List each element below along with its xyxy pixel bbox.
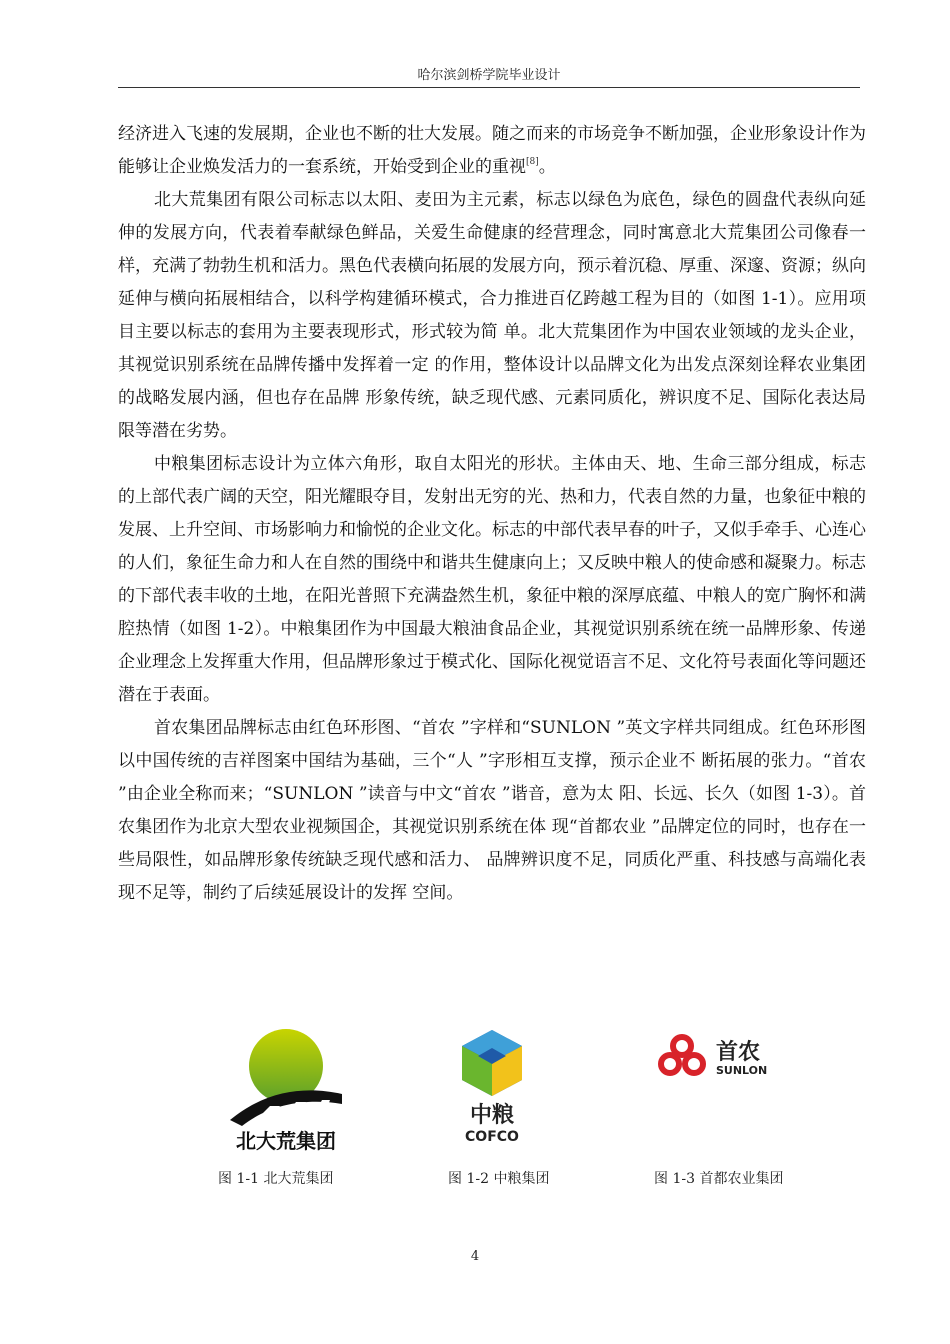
cofco-logo-icon <box>456 1028 528 1146</box>
body-text <box>118 118 866 910</box>
cofco-logo-text-cn: 中粮 <box>469 1103 515 1128</box>
paragraph-1-text: 经济进入飞速的发展期，企业也不断的壮大发展。随之而来的市场竞争不断加强，企业形象设计作为能够让企业焕发活力的一套系统，开始受到企业的重视 <box>118 124 866 177</box>
paragraph-2: 北大荒集团有限公司标志以太阳、麦田为主元素，标志以绿色为底色，绿色的圆盘代表纵向延伸的发展方向，代表着奉献绿色鲜品，关爱生命健康的经营理念，同时寓意北大荒集团公司像春一样，充满了勃勃生机和活力。黑色代表横向拓展的发展方向，预示着沉稳、厚重、深邃、资源；纵向延伸与横向拓展相结合，以科学构建循环模式，合力推进百亿跨越工程为目的（如图 1-1）。应用项目主要以标志的套用为主要表现形式，形式较为简 单。北大荒集团作为中国农业领域的龙头企业，其视觉识别系统在品牌传播中发挥着一定 的作用，整体设计以品牌文化为出发点深刻诠释农业集团的战略发展内涵，但也存在品牌 形象传统，缺乏现代感、元素同质化，辨识度不足、国际化表达局限等潜在劣势。 <box>118 190 866 441</box>
beidahuang-logo-text: 北大荒集团 <box>236 1129 336 1153</box>
figure-1-3-caption: 图 1-3 首都农业集团 <box>654 1171 784 1187</box>
header-rule <box>118 87 860 88</box>
cofco-logo-text-en: COFCO <box>465 1129 519 1145</box>
running-header: 哈尔滨剑桥学院毕业设计 <box>417 68 561 83</box>
sunlon-logo-text-cn: 首农 <box>716 1040 761 1065</box>
paragraph-1-end: 。 <box>538 157 556 177</box>
page-number: 4 <box>470 1249 480 1264</box>
paragraph-3: 中粮集团标志设计为立体六角形，取自太阳光的形状。主体由天、地、生命三部分组成，标志的上部代表广阔的天空，阳光耀眼夺目，发射出无穷的光、热和力，代表自然的力量，也象征中粮的发展、上升空间、市场影响力和愉悦的企业文化。标志的中部代表早春的叶子，又似手牵手、心连心的人们，象征生命力和人在自然的围绕中和谐共生健康向上；又反映中粮人的使命感和凝聚力。标志的下部代表丰收的土地，在阳光普照下充满盎然生机，象征中粮的深厚底蕴、中粮人的宽广胸怀和满腔热情（如图 1-2）。中粮集团作为中国最大粮油食品企业，其视觉识别系统在统一品牌形象、传递企业理念上发挥重大作用，但品牌形象过于模式化、国际化视觉语言不足、文化符号表面化等问题还潜在于表面。 <box>118 454 866 705</box>
figure-1-1-logo <box>226 1028 346 1156</box>
paragraph-4: 首农集团品牌标志由红色环形图、“首农 ”字样和“SUNLON ”英文字样共同组成。红色环形图以中国传统的吉祥图案中国结为基础，三个“人 ”字形相互支撑，预示企业不 断拓展的张力。“首农 ”由企业全称而来；“SUNLON ”读音与中文“首农 ”谐音，意为太 阳、长远、长久（如图 1-3）。首农集团作为北京大型农业视频国企，其视觉识别系统在体 现“首都农业 ”品牌定位的同时，也存在一些局限性，如品牌形象传统缺乏现代感和活力、 品牌辨识度不足，同质化严重、科技感与高端化表现不足等，制约了后续延展设计的发挥 空间。 <box>118 718 867 903</box>
figure-1-2-caption: 图 1-2 中粮集团 <box>448 1171 550 1187</box>
sunlon-logo-text-en: SUNLON <box>716 1064 768 1077</box>
citation-mark: [8] <box>526 157 539 167</box>
figure-1-1-caption: 图 1-1 北大荒集团 <box>218 1171 334 1187</box>
figure-1-2-logo <box>456 1028 528 1146</box>
figure-1-3-logo <box>656 1034 784 1080</box>
paragraph-1 <box>118 118 866 184</box>
beidahuang-logo-icon <box>226 1028 346 1156</box>
sunlon-logo-icon <box>656 1034 784 1080</box>
